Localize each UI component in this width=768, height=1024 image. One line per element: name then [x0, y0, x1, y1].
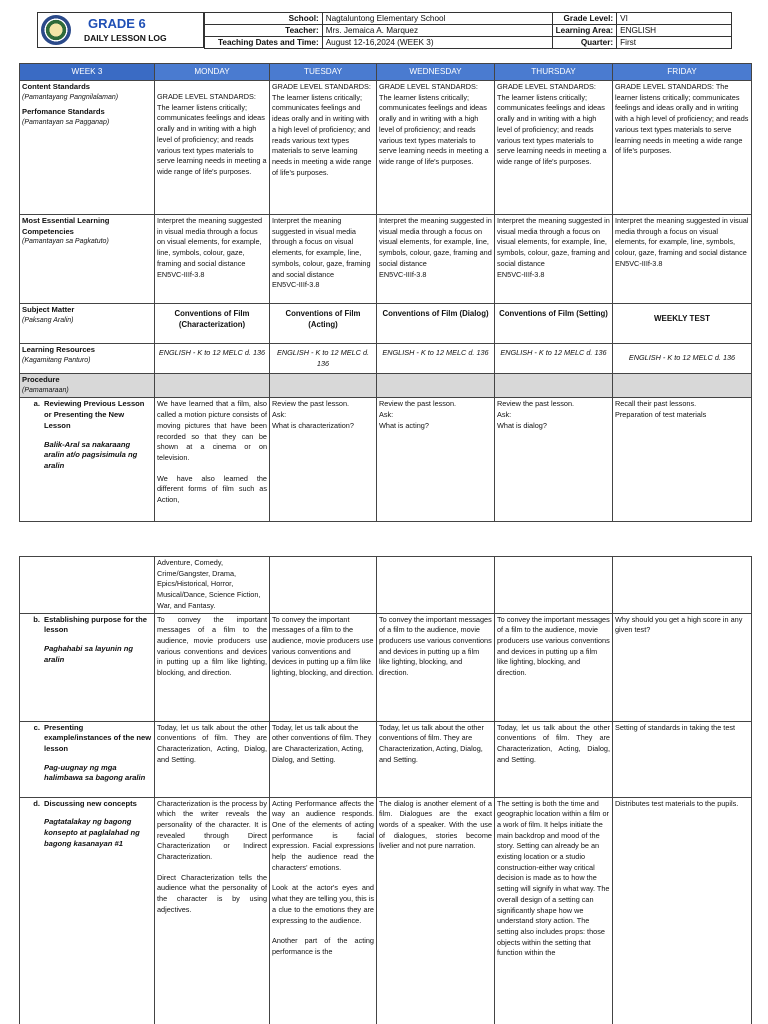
examples-thursday: Today, let us talk about the other conventions of film. They are Characterization, Acting, Dialog, and Setting. [495, 721, 613, 797]
learning-resources-sub: (Kagamitang Panturo) [22, 356, 91, 364]
content-monday: GRADE LEVEL STANDARDS: The learner listens critically; communicates feelings and ideas orally and in writing with a high level of proficiency; and reads various text types materials to serve learning needs in meeting a wide range of life's purposes. [155, 81, 270, 215]
resource-thursday: ENGLISH - K to 12 MELC d. 136 [500, 348, 607, 357]
procedure-sub: (Pamamaraan) [22, 386, 69, 394]
competency-code-tuesday: EN5VC-IIIf-3.8 [272, 280, 320, 290]
content-tuesday: GRADE LEVEL STANDARDS: The learner listens critically; communicates feelings and ideas orally and in writing with a high level of proficiency; and reads various text types materials to serve learning needs in meeting a wide range of life's purposes. [270, 81, 377, 215]
concepts-monday-p1: Characterization is the process by which the writer reveals the personality of the character. It is revealed through Direct Characterization or Indirect Characterization. [157, 798, 267, 862]
performance-standards-title: Perfomance Standards [22, 107, 105, 117]
review-friday-1: Recall their past lessons. [615, 399, 697, 409]
purpose-tuesday: To convey the important messages of a film to the audience, movie producers use various conventions and devices in putting up a film like lighting, blocking, and direction. [270, 613, 377, 721]
dates-label: Teaching Dates and Time: [205, 37, 323, 49]
grade-level-label: Grade Level: [552, 13, 616, 25]
procedure-b-filipino: Paghahabi sa layunin ng aralin [44, 643, 134, 664]
examples-wednesday: Today, let us talk about the other conventions of film. They are Characterization, Acting, Dialog, and Setting. [377, 721, 495, 797]
content-standards-sub: (Pamantayang Pangnilalaman) [22, 93, 119, 101]
resource-monday: ENGLISH - K to 12 MELC d. 136 [158, 348, 266, 357]
concepts-thursday: The setting is both the time and geographic location within a film or a work of film. It helps initiate the main backdrop and mood of the story. Setting can already be an existing location or a studio construction-either way critical decision is made as to how the setting will signify in what way. The overall design of a setting can significantly shape how we understand story action. The setting also includes props: those objects within the setting that function within the [495, 797, 613, 1024]
competency-friday: Interpret the meaning suggested in visual media through a focus on visual elements, for example, line, symbols, colour, gaze, framing and social distance [615, 216, 749, 258]
resource-friday: ENGLISH - K to 12 MELC d. 136 [628, 353, 736, 362]
purpose-friday: Why should you get a high score in any given test? [613, 613, 752, 721]
competency-monday: Interpret the meaning suggested in visual media through a focus on visual elements, for example, line, symbols, colour, gaze, framing and social distance [157, 216, 263, 268]
resource-wednesday: ENGLISH - K to 12 MELC d. 136 [382, 348, 489, 357]
competency-code-friday: EN5VC-IIIf-3.8 [615, 258, 663, 268]
grade-level-value: VI [617, 13, 732, 25]
review-thursday-question: What is dialog? [497, 420, 547, 430]
teacher-value: Mrs. Jemaica A. Marquez [322, 25, 552, 37]
competencies-row [20, 215, 752, 304]
examples-friday: Setting of standards in taking the test [613, 721, 752, 797]
content-standards-row [20, 81, 752, 215]
procedure-d-row [20, 797, 752, 1024]
competency-wednesday: Interpret the meaning suggested in visual media through a focus on visual elements, for example, line, symbols, colour, gaze, framing and social distance [379, 216, 492, 268]
procedure-b-letter: b. [33, 614, 40, 624]
competency-code-monday: EN5VC-IIIf-3.8 [157, 269, 205, 279]
subject-friday: WEEKLY TEST [653, 314, 710, 323]
procedure-d-letter: d. [33, 798, 40, 808]
concepts-monday-p2: Direct Characterization tells the audience what the personality of the character is by using adjectives. [157, 872, 267, 914]
procedure-c-filipino: Pag-uugnay ng mga halimbawa sa bagong aralin [44, 762, 146, 783]
competencies-sub: (Pamantayan sa Pagkatuto) [22, 238, 109, 246]
col-friday: FRIDAY [613, 64, 752, 81]
dates-value: August 12-16,2024 (WEEK 3) [322, 37, 552, 49]
content-thursday: GRADE LEVEL STANDARDS: The learner listens critically; communicates feelings and ideas orally and in writing with a high level of proficiency; and reads various text types materials to serve learning needs in meeting a wide range of life's purposes. [495, 81, 613, 215]
procedure-b-name: Establishing purpose for the lesson [44, 614, 147, 635]
competency-tuesday: Interpret the meaning suggested in visual media through a focus on visual elements, for example, line, symbols, colour, gaze, framing and social distance [272, 216, 371, 279]
purpose-thursday: To convey the important messages of a film to the audience, movie producers use various conventions and devices in putting up a film like lighting, blocking, and direction. [495, 613, 613, 721]
procedure-a-continued-row [20, 557, 752, 614]
examples-monday: Today, let us talk about the other conventions of film. They are Characterization, Acting, Dialog, and Setting. [155, 721, 270, 797]
procedure-c-row [20, 721, 752, 797]
day-header-row [20, 64, 752, 81]
purpose-monday: To convey the important messages of a film to the audience, movie producers use various conventions and devices in putting up a film like lighting, blocking, and direction. [155, 613, 270, 721]
lesson-table-page1 [19, 63, 752, 522]
col-tuesday: TUESDAY [270, 64, 377, 81]
grade-title: GRADE 6 [88, 16, 146, 31]
review-thursday-ask: Ask: [497, 410, 512, 420]
review-monday-continued: Adventure, Comedy, Crime/Gangster, Drama, Epics/Historical, Horror, Musical/Dance, Science Fiction, War, and Fantasy. [155, 557, 270, 614]
lesson-table-page2 [19, 556, 752, 1024]
review-thursday: Review the past lesson. [497, 399, 575, 409]
competency-code-thursday: EN5VC-IIIf-3.8 [497, 269, 545, 279]
resource-tuesday: ENGLISH - K to 12 MELC d. 136 [276, 348, 370, 368]
performance-standards-sub: (Pamantayan sa Pagganap) [22, 119, 110, 127]
subject-matter-title: Subject Matter [22, 305, 75, 314]
procedure-d-filipino: Pagtatalakay ng bagong konsepto at paglalahad ng bagong kasanayan #1 [44, 817, 140, 848]
subject-matter-row [20, 304, 752, 344]
school-value: Nagtaluntong Elementary School [322, 13, 552, 25]
col-wednesday: WEDNESDAY [377, 64, 495, 81]
subject-tuesday: Conventions of Film (Acting) [285, 309, 361, 329]
review-tuesday-ask: Ask: [272, 410, 287, 420]
learning-resources-title: Learning Resources [22, 345, 96, 354]
subject-wednesday: Conventions of Film (Dialog) [382, 309, 489, 318]
procedure-row [20, 374, 752, 398]
procedure-a-letter: a. [33, 399, 40, 409]
procedure-c-letter: c. [33, 722, 40, 732]
review-wednesday: Review the past lesson. [379, 399, 457, 409]
quarter-label: Quarter: [552, 37, 616, 49]
log-title: DAILY LESSON LOG [84, 33, 167, 43]
learning-area-value: ENGLISH [617, 25, 732, 37]
content-standards-title: Content Standards [22, 82, 90, 91]
concepts-wednesday: The dialog is another element of a film. Dialogues are the exact words of a speaker. With the use of dialogues, stories become livelier and not pure narration. [377, 797, 495, 1024]
header-logo-box [37, 12, 204, 48]
concepts-tuesday-p1: Acting Performance affects the way an audience responds. One of the elements of acting performance is facial expression. Facial expressions help the audience read the characters' emotions. [272, 798, 374, 872]
procedure-title: Procedure [22, 375, 60, 384]
content-friday: GRADE LEVEL STANDARDS: The learner listens critically; communicates feelings and ideas orally and in writing with a high level of proficiency; and reads various text types materials to serve learning needs in meeting a wide range of life's purposes. [613, 81, 752, 215]
col-thursday: THURSDAY [495, 64, 613, 81]
concepts-friday: Distributes test materials to the pupils. [613, 797, 752, 1024]
teacher-label: Teacher: [205, 25, 323, 37]
content-wednesday: GRADE LEVEL STANDARDS: The learner listens critically; communicates feelings and ideas orally and in writing with a high level of proficiency; and reads various text types materials to serve learning needs in meeting a wide range of life's purposes. [377, 81, 495, 215]
procedure-a-row [20, 398, 752, 522]
review-wednesday-question: What is acting? [379, 420, 429, 430]
concepts-tuesday-p3: Another part of the acting performance is the [272, 936, 374, 956]
header-info-table [204, 12, 732, 49]
procedure-d-name: Discussing new concepts [44, 798, 137, 808]
col-week: WEEK 3 [20, 64, 155, 81]
subject-monday: Conventions of Film (Characterization) [174, 309, 250, 329]
review-monday-p1: We have learned that a film, also called a motion picture consists of moving pictures that have been recorded so that they can be shown at a cinema or on television. [157, 399, 267, 462]
review-tuesday: Review the past lesson. [272, 399, 350, 409]
competencies-title: Most Essential Learning Competencies [22, 216, 110, 236]
procedure-a-name: Reviewing Previous Lesson or Presenting the New Lesson [44, 399, 145, 430]
review-wednesday-ask: Ask: [379, 410, 394, 420]
review-friday-2: Preparation of test materials [615, 410, 707, 420]
learning-area-label: Learning Area: [552, 25, 616, 37]
purpose-wednesday: To convey the important messages of a film to the audience, movie producers use various conventions and devices in putting up a film like lighting, blocking, and direction. [377, 613, 495, 721]
subject-matter-sub: (Paksang Aralin) [22, 316, 74, 324]
procedure-b-row [20, 613, 752, 721]
review-monday-p2: We have also learned the different forms of film such as Action, [157, 473, 267, 505]
competency-thursday: Interpret the meaning suggested in visual media through a focus on visual elements, for example, line, symbols, colour, gaze, framing and social distance [497, 216, 610, 268]
learning-resources-row [20, 344, 752, 374]
procedure-a-filipino: Balik-Aral sa nakaraang aralin at/o pagsisimula ng aralin [44, 439, 138, 470]
col-monday: MONDAY [155, 64, 270, 81]
school-label: School: [205, 13, 323, 25]
subject-thursday: Conventions of Film (Setting) [499, 309, 608, 318]
examples-tuesday: Today, let us talk about the other conventions of film. They are Characterization, Acting, Dialog, and Setting. [270, 721, 377, 797]
competency-code-wednesday: EN5VC-IIIf-3.8 [379, 269, 427, 279]
procedure-c-name: Presenting example/instances of the new lesson [44, 722, 152, 753]
review-tuesday-question: What is characterization? [272, 420, 354, 430]
concepts-tuesday-p2: Look at the actor's eyes and what they are telling you, this is a clue to the emotions they are expressing to the audience. [272, 883, 374, 925]
deped-seal-icon [41, 15, 71, 45]
quarter-value: First [617, 37, 732, 49]
